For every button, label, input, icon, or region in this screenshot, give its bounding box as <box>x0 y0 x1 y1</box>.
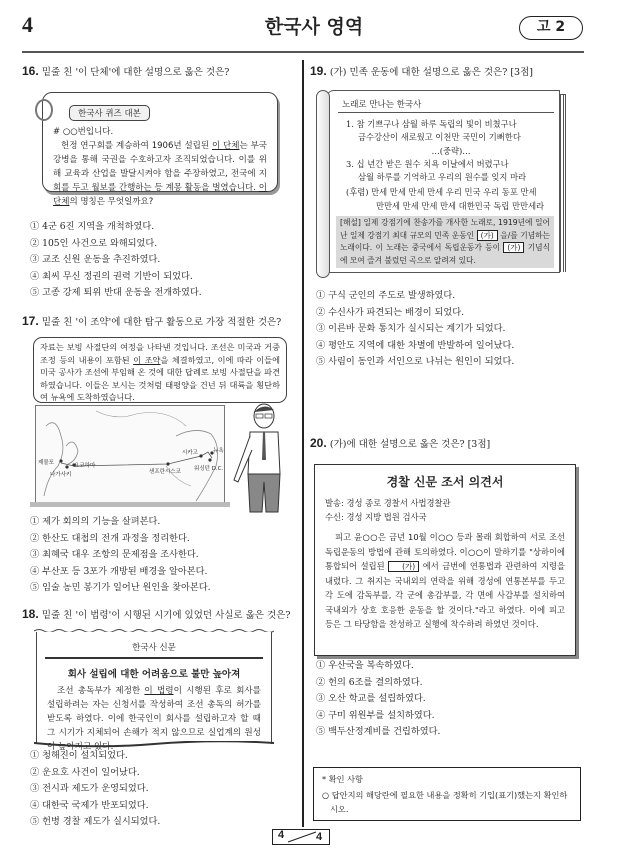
ga-box: (가) <box>477 230 498 241</box>
checklist-text: ○ 답안지의 해당란에 필요한 내용을 정확히 기입(표기)했는지 확인하시오. <box>322 790 568 814</box>
choice-4[interactable]: ④ 최씨 무신 정권의 권력 기반이 되었다. <box>30 270 193 282</box>
q19-choices <box>316 288 514 371</box>
song-lyrics <box>346 118 556 213</box>
ring-binder-icon <box>35 99 53 121</box>
underlined-term: 이 법령 <box>144 686 174 696</box>
question-stem: 밑줄 친 '이 단체'에 대한 설명으로 옳은 것은? <box>41 67 230 78</box>
choice-4[interactable]: ④ 대한국 국제가 반포되었다. <box>30 799 149 811</box>
report-body: 피고 윤○○은 금년 10월 이○○ 등과 몰래 회합하여 서로 조선 독립운동의 방법에 관해 토의하였다. 이○○이 말하기를 "상하이에 통합되어 설립된 (가) 에서 금번에 연통법과 관련하여 지령을 내렸다. 그 취지는 국내외의 연락을 위해 경성에 연통본부를 두고 각 도에 감독부를, 각 군에 총감부를, 각 면에 사감부를 설치하여 국내외가 상호 호응한 운동을 할 것이다."라고 하였다. 이에 피고 등은 그 타당함을 찬성하고 실행에 착수하려 하였던 것이다. <box>325 532 565 629</box>
map-label-washington: 워싱턴 D.C. <box>194 466 224 472</box>
checklist-box <box>313 767 581 821</box>
choice-3[interactable]: ③ 전시과 제도가 운영되었다. <box>30 783 149 794</box>
route-map <box>35 405 225 503</box>
map-label-new-york: 뉴욕 <box>213 448 224 454</box>
songbook <box>316 90 566 278</box>
lyric-line: 3. 십 년간 받은 원수 치욕 이날에서 버렸구나 <box>346 158 509 169</box>
newspaper-body: 조선 총독부가 제정한 이 법령이 시행된 후로 회사를 설립하려는 자는 신청서를 작성하여 조선 총독의 허가를 받도록 하였다. 이에 한국인이 회사를 설립하고자 할 때 그 시기가 지체되어 손해가 적지 않으므로 실업계의 원성이 높아지고 있다. <box>47 686 261 752</box>
question-number: 16. <box>22 64 39 78</box>
q18-choices <box>30 748 160 831</box>
choice-4[interactable]: ④ 평안도 지역에 대한 차별에 반발하여 일어났다. <box>316 339 515 351</box>
speech-bubble: 자료는 보빙 사절단의 여정을 나타낸 것입니다. 조선은 미국과 거중 조정 등의 내용이 포함된 이 조약을 체결하였고, 이에 따라 이들에 미국 공사가 조선에 부임해 온 것에 대한 답례로 보빙 사절단을 파견하였습니다. 이들은 보시는 것처럼 태평양을 건넌 뒤 대륙을 횡단하여 뉴욕에 도착하였습니다. <box>33 337 287 403</box>
choice-2[interactable]: ② 운요호 사건이 일어났다. <box>30 766 140 778</box>
page-title: 한국사 영역 <box>264 16 364 38</box>
quiz-paragraph: 헌정 연구회를 계승하여 1906년 설립된 이 단체는 부국 강병을 통해 국권을 수호하고자 조직되었습니다. 이를 위해 교육과 산업을 발달시켜야 함을 주장하였고, 전국에 지회를 두고 월보를 간행하는 등 계몽 활동을 벌였습니다. 이 단체의 명칭은 무엇일까요? <box>53 141 267 207</box>
choice-5[interactable]: ⑤ 사림이 동인과 서인으로 나뉘는 원인이 되었다. <box>316 356 515 367</box>
newspaper-rule <box>45 657 263 660</box>
q20-choices <box>316 658 440 741</box>
underlined-term: 이 조약 <box>133 354 161 365</box>
choice-2[interactable]: ② 한산도 대첩의 전개 과정을 정리한다. <box>30 532 190 544</box>
lyric-line: (후렴) 만세 만세 만세 만세 우리 민국 우리 동포 만세 <box>346 187 537 198</box>
newspaper-name: 한국사 신문 <box>132 643 176 653</box>
choice-5[interactable]: ⑤ 백두산정계비를 건립하였다. <box>316 726 441 737</box>
lyric-line: …(중략)… <box>431 145 471 156</box>
quiz-text <box>53 125 267 209</box>
q16-choices <box>30 219 202 302</box>
question-number: 20. <box>310 436 327 450</box>
page-number: 4 <box>22 12 33 37</box>
choice-2[interactable]: ② 헌의 6조를 결의하였다. <box>316 676 423 688</box>
question-stem: 밑줄 친 '이 법령'이 시행된 시기에 있었던 사실로 옳은 것은? <box>41 610 291 621</box>
choice-3[interactable]: ③ 오산 학교를 설립하였다. <box>316 693 426 704</box>
book-title: 노래로 만나는 한국사 <box>342 100 422 110</box>
song-explanation: [해설] 일제 강점기에 찬송가를 개사한 노래로, 1919년에 일어난 일제 강점기 최대 규모의 민족 운동인 (가) 을/를 기념하는 노래이다. 이 노래는 중국에서 독립운동가 등이 (가) 기념식에 모여 즐겨 불렀던 곡으로 알려져 있다. <box>336 216 554 268</box>
book-curl-icon <box>316 90 330 278</box>
lyric-line: 1. 참 기쁘구나 삼월 하루 독립의 빛이 비쳤구나 <box>346 119 517 129</box>
question-number: 19. <box>310 64 327 78</box>
lyric-line: 금수강산이 새로웠고 이천만 국민이 기뻐한다 <box>358 132 521 143</box>
q17-choices <box>30 514 211 597</box>
choice-1[interactable]: ① 구식 군인의 주도로 발생하였다. <box>316 290 456 301</box>
map-label-jemulpo: 제물포 <box>38 460 54 466</box>
report-receiver: 수신: 경성 지방 법원 검사국 <box>325 512 427 522</box>
map-label-san-francisco: 샌프란시스코 <box>149 469 181 475</box>
map-label-nagasaki: 나가사키 <box>50 472 72 478</box>
teacher-illustration-icon <box>232 402 294 514</box>
lyric-line: 만만세 만세 만세 만세 대한민국 독립 만만세라 <box>376 200 545 211</box>
footer-page-current: 4 <box>278 829 285 841</box>
book-rule <box>338 112 554 113</box>
question-stem: (가) 민족 운동에 대한 설명으로 옳은 것은? [3점] <box>329 67 533 78</box>
question-16 <box>22 64 229 80</box>
header-divider <box>22 51 584 53</box>
choice-4[interactable]: ④ 구미 위원부를 설치하였다. <box>316 709 435 721</box>
report-title: 경찰 신문 조서 의견서 <box>386 475 504 489</box>
map-label-yokohama: 요코하마 <box>74 463 96 469</box>
question-number: 18. <box>22 607 39 621</box>
map-label-chicago: 시카고 <box>182 450 198 456</box>
board-tray <box>30 502 230 507</box>
footer-page-total: 4 <box>316 831 323 843</box>
choice-3[interactable]: ③ 최혜국 대우 조항의 문제점을 조사한다. <box>30 549 199 560</box>
choice-1[interactable]: ① 4군 6진 지역을 개척하였다. <box>30 221 155 232</box>
column-divider <box>302 60 304 827</box>
choice-5[interactable]: ⑤ 임술 농민 봉기가 일어난 원인을 찾아본다. <box>30 582 211 593</box>
choice-5[interactable]: ⑤ 헌병 경찰 제도가 실시되었다. <box>30 816 161 827</box>
checklist-title: * 확인 사항 <box>322 774 363 784</box>
lyric-line: 삼월 하루를 기억하고 우리의 원수를 잊지 마라 <box>358 172 527 183</box>
question-stem: (가)에 대한 설명으로 옳은 것은? [3점] <box>329 439 491 450</box>
choice-2[interactable]: ② 수신사가 파견되는 배경이 되었다. <box>316 306 465 318</box>
newspaper-headline: 회사 설립에 대한 어려움으로 불만 높아져 <box>67 669 241 680</box>
choice-1[interactable]: ① 청해진이 설치되었다. <box>30 750 128 761</box>
choice-3[interactable]: ③ 교조 신원 운동을 추진하였다. <box>30 254 161 265</box>
choice-4[interactable]: ④ 부산포 등 3포가 개방된 배경을 알아본다. <box>30 565 208 577</box>
underlined-term: 이 단체 <box>53 183 267 207</box>
choice-3[interactable]: ③ 이른바 문화 통치가 실시되는 계기가 되었다. <box>316 323 506 334</box>
grade-badge: 고 2 <box>519 16 583 40</box>
choice-1[interactable]: ① 우산국을 복속하였다. <box>316 660 414 671</box>
quiz-script-box <box>42 92 278 207</box>
choice-1[interactable]: ① 제가 회의의 기능을 살펴본다. <box>30 516 161 527</box>
question-18 <box>22 607 290 623</box>
choice-2[interactable]: ② 105인 사건으로 와해되었다. <box>30 237 158 249</box>
question-19 <box>310 64 533 80</box>
newspaper-box <box>36 632 272 752</box>
choice-5[interactable]: ⑤ 고종 강제 퇴위 반대 운동을 전개하였다. <box>30 287 202 298</box>
question-17 <box>22 314 281 330</box>
report-sender: 발송: 경성 종로 경찰서 사법경찰관 <box>325 498 451 508</box>
ga-box: (가) <box>388 561 419 572</box>
police-report <box>314 464 576 656</box>
question-number: 17. <box>22 314 39 328</box>
quiz-line: # ○○번입니다. <box>53 127 114 137</box>
ga-box: (가) <box>503 242 524 253</box>
underlined-term: 이 단체 <box>211 141 240 151</box>
question-stem: 밑줄 친 '이 조약'에 대한 탐구 활동으로 가장 적절한 것은? <box>41 317 282 328</box>
quiz-tag: 한국사 퀴즈 대본 <box>69 105 150 121</box>
question-20 <box>310 436 490 452</box>
